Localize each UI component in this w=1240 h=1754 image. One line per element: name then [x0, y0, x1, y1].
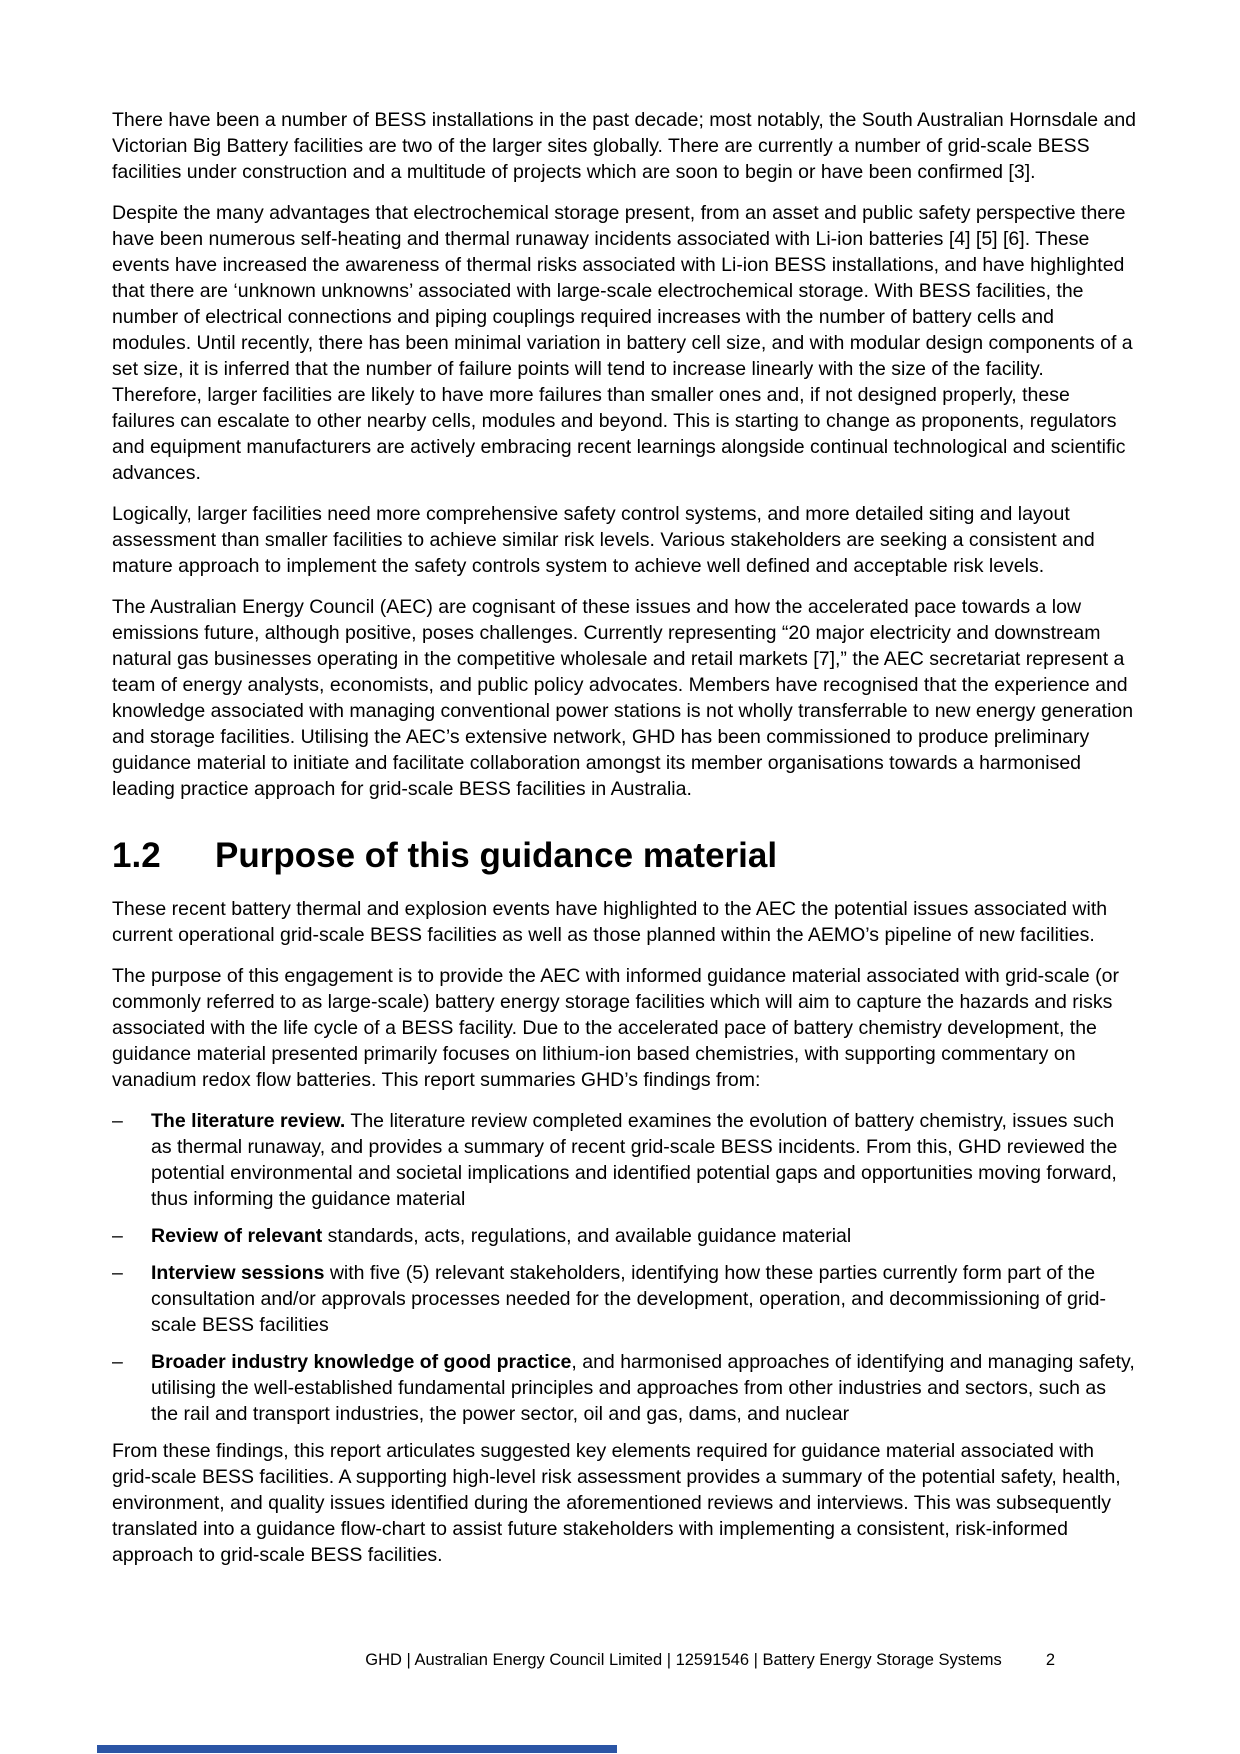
page-footer: [0, 1649, 1055, 1671]
paragraph: These recent battery thermal and explosion events have highlighted to the AEC the potential issues associated with current operational grid-scale BESS facilities as well as those planned within the AEMO’s pipeline of new facilities.: [112, 898, 1108, 946]
paragraph: The Australian Energy Council (AEC) are cognisant of these issues and how the accelerated pace towards a low emissions future, although positive, poses challenges. Currently representing “20 major electricity and downstream natural gas businesses operating in the competitive wholesale and retail markets [7],” the AEC secretariat represent a team of energy analysts, economists, and public policy advocates. Members have recognised that the experience and knowledge associated with managing conventional power stations is not wholly transferrable to new energy generation and storage facilities. Utilising the AEC’s extensive network, GHD has been commissioned to produce preliminary guidance material to initiate and facilitate collaboration amongst its member organisations towards a harmonised leading practice approach for grid-scale BESS facilities in Australia.: [112, 596, 1134, 800]
dash-bullet-marker: –: [112, 1262, 123, 1284]
section-number: 1.2: [112, 836, 161, 875]
page-content: [112, 107, 1138, 1583]
list-item-text: [151, 1108, 1138, 1212]
paragraph: There have been a number of BESS installations in the past decade; most notably, the South Australian Hornsdale and Victorian Big Battery facilities are two of the larger sites globally. There are currently a number of grid-scale BESS facilities under construction and a multitude of projects which are soon to begin or have been confirmed [3].: [112, 109, 1137, 183]
list-item-text: [151, 1260, 1138, 1338]
section-title: Purpose of this guidance material: [215, 836, 778, 875]
dash-bullet-marker: –: [112, 1225, 123, 1247]
list-item: [112, 1223, 1138, 1249]
list-item-text: [151, 1349, 1138, 1427]
list-item-rest: , and harmonised approaches of identifying and managing safety, utilising the well-established fundamental principles and approaches from other industries and sectors, such as the rail and transport industries, the power sector, oil and gas, dams, and nuclear: [151, 1351, 1135, 1425]
list-item: [112, 1260, 1138, 1338]
list-item: [112, 1108, 1138, 1212]
footer-accent-bar: [97, 1745, 617, 1753]
paragraph: Logically, larger facilities need more comprehensive safety control systems, and more detailed siting and layout assessment than smaller facilities to achieve similar risk levels. Various stakeholders are seeking a consistent and mature approach to implement the safety controls system to achieve well defined and acceptable risk levels.: [112, 503, 1095, 577]
footer-text: GHD | Australian Energy Council Limited | 12591546 | Battery Energy Storage Systems: [365, 1651, 1002, 1669]
list-item-rest: The literature review completed examines the evolution of battery chemistry, issues such as thermal runaway, and provides a summary of recent grid-scale BESS incidents. From this, GHD reviewed the potential environmental and societal implications and identified potential gaps and opportunities moving forward, thus informing the guidance material: [151, 1110, 1118, 1210]
bullet-list: [112, 1108, 1138, 1427]
list-item-rest: with five (5) relevant stakeholders, identifying how these parties currently form part of the consultation and/or approvals processes needed for the development, operation, and decommissioning of grid-scale BESS facilities: [151, 1262, 1106, 1336]
list-item-lead: Interview sessions: [151, 1262, 325, 1284]
paragraph: The purpose of this engagement is to provide the AEC with informed guidance material associated with grid-scale (or commonly referred to as large-scale) battery energy storage facilities which will aim to capture the hazards and risks associated with the life cycle of a BESS facility. Due to the accelerated pace of battery chemistry development, the guidance material presented primarily focuses on lithium-ion based chemistries, with supporting commentary on vanadium redox flow batteries. This report summaries GHD’s findings from:: [112, 965, 1119, 1091]
list-item-text: [151, 1223, 1138, 1249]
page-number: 2: [1045, 1651, 1055, 1669]
dash-bullet-marker: –: [112, 1110, 123, 1132]
list-item: [112, 1349, 1138, 1427]
closing-paragraph: From these findings, this report articulates suggested key elements required for guidance material associated with grid-scale BESS facilities. A supporting high-level risk assessment provides a summary of the potential safety, health, environment, and quality issues identified during the aforementioned reviews and interviews. This was subsequently translated into a guidance flow-chart to assist future stakeholders with implementing a consistent, risk-informed approach to grid-scale BESS facilities.: [112, 1440, 1121, 1566]
list-item-lead: The literature review.: [151, 1110, 346, 1132]
paragraph: Despite the many advantages that electrochemical storage present, from an asset and public safety perspective there have been numerous self-heating and thermal runaway incidents associated with Li-ion batteries [4] [5] [6]. These events have increased the awareness of thermal risks associated with Li-ion BESS installations, and have highlighted that there are ‘unknown unknowns’ associated with large-scale electrochemical storage. With BESS facilities, the number of electrical connections and piping couplings required increases with the number of battery cells and modules. Until recently, there has been minimal variation in battery cell size, and with modular design components of a set size, it is inferred that the number of failure points will tend to increase linearly with the size of the facility. Therefore, larger facilities are likely to have more failures than smaller ones and, if not designed properly, these failures can escalate to other nearby cells, modules and beyond. This is starting to change as proponents, regulators and equipment manufacturers are actively embracing recent learnings alongside continual technological and scientific advances.: [112, 202, 1133, 484]
list-item-lead: Broader industry knowledge of good practice: [151, 1351, 572, 1373]
list-item-lead: Review of relevant: [151, 1225, 323, 1247]
section-heading: [112, 836, 1138, 876]
dash-bullet-marker: –: [112, 1351, 123, 1373]
list-item-rest: standards, acts, regulations, and available guidance material: [322, 1225, 852, 1247]
